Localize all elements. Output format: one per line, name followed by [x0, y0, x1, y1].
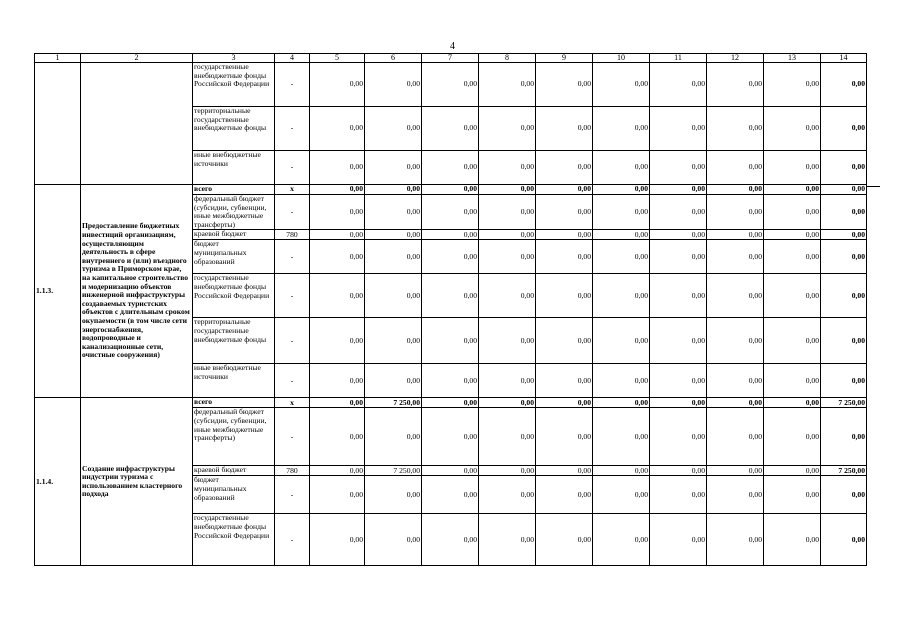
amount-cell: 0,00	[593, 318, 650, 364]
amount-cell: 0,00	[764, 151, 821, 185]
amount-cell: 0,00	[650, 107, 707, 151]
column-header: 14	[821, 54, 867, 63]
column-header: 5	[310, 54, 365, 63]
amount-cell: 0,00	[365, 195, 422, 230]
amount-cell: 0,00	[422, 185, 479, 195]
amount-cell: 0,00	[365, 240, 422, 274]
amount-cell: 0,00	[365, 364, 422, 398]
amount-cell: 0,00	[422, 398, 479, 408]
column-header: 12	[707, 54, 764, 63]
amount-cell: 7 250,00	[365, 398, 422, 408]
amount-cell: 0,00	[707, 240, 764, 274]
budget-code: x	[275, 185, 310, 195]
amount-cell: 7 250,00	[821, 466, 867, 476]
amount-cell: 0,00	[536, 514, 593, 566]
amount-cell: 0,00	[310, 476, 365, 514]
amount-cell: 0,00	[310, 398, 365, 408]
amount-cell: 0,00	[821, 476, 867, 514]
column-header: 4	[275, 54, 310, 63]
amount-cell: 0,00	[650, 398, 707, 408]
amount-cell: 0,00	[479, 408, 536, 466]
amount-cell: 0,00	[422, 195, 479, 230]
amount-cell: 0,00	[821, 318, 867, 364]
amount-cell: 0,00	[650, 185, 707, 195]
budget-code: -	[275, 408, 310, 466]
amount-cell: 0,00	[764, 476, 821, 514]
amount-cell: 0,00	[707, 185, 764, 195]
amount-cell: 0,00	[821, 240, 867, 274]
amount-cell: 0,00	[422, 230, 479, 240]
column-header: 1	[35, 54, 81, 63]
amount-cell: 0,00	[821, 107, 867, 151]
item-number	[35, 63, 81, 185]
amount-cell: 0,00	[593, 274, 650, 318]
amount-cell: 0,00	[479, 476, 536, 514]
amount-cell: 0,00	[650, 318, 707, 364]
column-header: 11	[650, 54, 707, 63]
column-header: 2	[81, 54, 193, 63]
item-number: 1.1.4.	[35, 398, 81, 566]
amount-cell: 0,00	[821, 230, 867, 240]
funding-source: бюджет муниципальных образований	[193, 240, 275, 274]
amount-cell: 0,00	[650, 230, 707, 240]
amount-cell: 0,00	[536, 466, 593, 476]
amount-cell: 0,00	[707, 364, 764, 398]
amount-cell: 0,00	[593, 230, 650, 240]
amount-cell: 0,00	[650, 408, 707, 466]
amount-cell: 0,00	[707, 63, 764, 107]
amount-cell: 0,00	[650, 274, 707, 318]
amount-cell: 0,00	[479, 185, 536, 195]
amount-cell: 0,00	[479, 107, 536, 151]
amount-cell: 0,00	[764, 466, 821, 476]
amount-cell: 0,00	[310, 107, 365, 151]
amount-cell: 0,00	[593, 185, 650, 195]
budget-code: -	[275, 274, 310, 318]
amount-cell: 0,00	[536, 63, 593, 107]
funding-source: иные внебюджетные источники	[193, 364, 275, 398]
amount-cell: 0,00	[650, 151, 707, 185]
budget-code: 780	[275, 230, 310, 240]
amount-cell: 0,00	[764, 63, 821, 107]
amount-cell: 0,00	[479, 318, 536, 364]
amount-cell: 0,00	[422, 318, 479, 364]
amount-cell: 0,00	[821, 364, 867, 398]
amount-cell: 0,00	[764, 195, 821, 230]
budget-code: -	[275, 514, 310, 566]
amount-cell: 0,00	[593, 151, 650, 185]
amount-cell: 0,00	[479, 466, 536, 476]
amount-cell: 0,00	[821, 151, 867, 185]
amount-cell: 0,00	[479, 63, 536, 107]
amount-cell: 0,00	[536, 230, 593, 240]
amount-cell: 0,00	[536, 151, 593, 185]
table-row	[35, 185, 867, 195]
amount-cell: 0,00	[707, 151, 764, 185]
item-name: Предоставление бюджетных инвестиций организациям, осуществляющим деятельность в сфере внутреннего и (или) въездного туризма в Приморском крае, на капитальное строительство и модернизацию объектов инженерной инфраструктуры создаваемых туристских объектов с длительным сроком окупаемости (в том числе сети энергоснабжения, водопроводные и канализационные сети, очистные сооружения)	[81, 185, 193, 398]
amount-cell: 0,00	[707, 195, 764, 230]
budget-code: -	[275, 107, 310, 151]
funding-source: бюджет муниципальных образований	[193, 476, 275, 514]
amount-cell: 0,00	[821, 274, 867, 318]
amount-cell: 0,00	[593, 466, 650, 476]
amount-cell: 0,00	[764, 408, 821, 466]
amount-cell: 0,00	[536, 408, 593, 466]
amount-cell: 0,00	[310, 318, 365, 364]
amount-cell: 0,00	[479, 274, 536, 318]
amount-cell: 0,00	[821, 63, 867, 107]
amount-cell: 0,00	[422, 476, 479, 514]
amount-cell: 0,00	[365, 230, 422, 240]
amount-cell: 0,00	[764, 274, 821, 318]
amount-cell: 0,00	[764, 240, 821, 274]
amount-cell: 0,00	[593, 107, 650, 151]
budget-code: -	[275, 318, 310, 364]
amount-cell: 0,00	[650, 240, 707, 274]
funding-source: федеральный бюджет (субсидии, субвенции, иные межбюджетные трансферты)	[193, 408, 275, 466]
amount-cell: 0,00	[650, 195, 707, 230]
amount-cell: 0,00	[310, 63, 365, 107]
amount-cell: 0,00	[593, 408, 650, 466]
funding-source: государственные внебюджетные фонды Российской Федерации	[193, 63, 275, 107]
table-body	[35, 54, 867, 566]
amount-cell: 0,00	[707, 466, 764, 476]
amount-cell: 0,00	[422, 466, 479, 476]
amount-cell: 0,00	[310, 274, 365, 318]
amount-cell: 0,00	[764, 185, 821, 195]
amount-cell: 0,00	[650, 476, 707, 514]
amount-cell: 0,00	[764, 398, 821, 408]
amount-cell: 0,00	[536, 195, 593, 230]
amount-cell: 0,00	[422, 408, 479, 466]
amount-cell: 0,00	[650, 364, 707, 398]
funding-source: краевой бюджет	[193, 466, 275, 476]
amount-cell: 0,00	[536, 398, 593, 408]
amount-cell: 0,00	[707, 514, 764, 566]
amount-cell: 7 250,00	[821, 398, 867, 408]
amount-cell: 0,00	[536, 364, 593, 398]
item-name: Создание инфраструктуры индустрии туризма с использованием кластерного подхода	[81, 398, 193, 566]
amount-cell: 0,00	[365, 185, 422, 195]
column-header: 3	[193, 54, 275, 63]
item-number: 1.1.3.	[35, 185, 81, 398]
amount-cell: 0,00	[422, 151, 479, 185]
amount-cell: 0,00	[479, 364, 536, 398]
amount-cell: 0,00	[593, 63, 650, 107]
funding-source: государственные внебюджетные фонды Российской Федерации	[193, 514, 275, 566]
amount-cell: 0,00	[310, 185, 365, 195]
amount-cell: 0,00	[821, 514, 867, 566]
column-header: 7	[422, 54, 479, 63]
budget-code: -	[275, 195, 310, 230]
funding-source: краевой бюджет	[193, 230, 275, 240]
budget-code: -	[275, 240, 310, 274]
amount-cell: 0,00	[707, 274, 764, 318]
item-name	[81, 63, 193, 185]
page-number: 4	[450, 41, 455, 52]
budget-code: -	[275, 476, 310, 514]
amount-cell: 0,00	[365, 318, 422, 364]
amount-cell: 0,00	[650, 63, 707, 107]
amount-cell: 0,00	[650, 514, 707, 566]
amount-cell: 0,00	[310, 408, 365, 466]
amount-cell: 0,00	[310, 151, 365, 185]
amount-cell: 0,00	[422, 107, 479, 151]
budget-code: 780	[275, 466, 310, 476]
amount-cell: 0,00	[422, 364, 479, 398]
amount-cell: 0,00	[536, 318, 593, 364]
amount-cell: 0,00	[310, 466, 365, 476]
amount-cell: 0,00	[821, 408, 867, 466]
amount-cell: 0,00	[764, 230, 821, 240]
column-header: 9	[536, 54, 593, 63]
amount-cell: 0,00	[365, 63, 422, 107]
amount-cell: 0,00	[536, 240, 593, 274]
amount-cell: 0,00	[479, 230, 536, 240]
amount-cell: 0,00	[310, 364, 365, 398]
amount-cell: 0,00	[707, 408, 764, 466]
amount-cell: 0,00	[422, 274, 479, 318]
column-header: 10	[593, 54, 650, 63]
budget-code: -	[275, 63, 310, 107]
amount-cell: 0,00	[536, 185, 593, 195]
amount-cell: 0,00	[365, 274, 422, 318]
budget-table	[34, 53, 867, 566]
amount-cell: 0,00	[310, 514, 365, 566]
funding-source: государственные внебюджетные фонды Российской Федерации	[193, 274, 275, 318]
amount-cell: 0,00	[593, 364, 650, 398]
amount-cell: 0,00	[707, 107, 764, 151]
amount-cell: 0,00	[821, 185, 867, 195]
table-row	[35, 63, 867, 107]
amount-cell: 0,00	[365, 514, 422, 566]
funding-source: территориальные государственные внебюджетные фонды	[193, 318, 275, 364]
amount-cell: 0,00	[310, 230, 365, 240]
amount-cell: 0,00	[593, 195, 650, 230]
amount-cell: 0,00	[365, 107, 422, 151]
column-header: 8	[479, 54, 536, 63]
amount-cell: 7 250,00	[365, 466, 422, 476]
amount-cell: 0,00	[650, 466, 707, 476]
amount-cell: 0,00	[764, 514, 821, 566]
column-header: 6	[365, 54, 422, 63]
amount-cell: 0,00	[422, 514, 479, 566]
amount-cell: 0,00	[422, 63, 479, 107]
amount-cell: 0,00	[821, 195, 867, 230]
amount-cell: 0,00	[422, 240, 479, 274]
amount-cell: 0,00	[479, 398, 536, 408]
budget-code: -	[275, 364, 310, 398]
funding-source: всего	[193, 398, 275, 408]
funding-source: федеральный бюджет (субсидии, субвенции, иные межбюджетные трансферты)	[193, 195, 275, 230]
funding-source: иные внебюджетные источники	[193, 151, 275, 185]
amount-cell: 0,00	[479, 240, 536, 274]
amount-cell: 0,00	[764, 364, 821, 398]
amount-cell: 0,00	[365, 476, 422, 514]
amount-cell: 0,00	[707, 318, 764, 364]
amount-cell: 0,00	[536, 107, 593, 151]
amount-cell: 0,00	[365, 151, 422, 185]
amount-cell: 0,00	[536, 274, 593, 318]
amount-cell: 0,00	[593, 240, 650, 274]
amount-cell: 0,00	[764, 107, 821, 151]
amount-cell: 0,00	[479, 195, 536, 230]
column-header: 13	[764, 54, 821, 63]
scan-artifact-line	[866, 186, 880, 187]
amount-cell: 0,00	[707, 230, 764, 240]
amount-cell: 0,00	[593, 514, 650, 566]
budget-code: x	[275, 398, 310, 408]
funding-source: всего	[193, 185, 275, 195]
amount-cell: 0,00	[536, 476, 593, 514]
amount-cell: 0,00	[593, 476, 650, 514]
amount-cell: 0,00	[479, 514, 536, 566]
table-row	[35, 398, 867, 408]
funding-source: территориальные государственные внебюджетные фонды	[193, 107, 275, 151]
amount-cell: 0,00	[479, 151, 536, 185]
amount-cell: 0,00	[593, 398, 650, 408]
amount-cell: 0,00	[764, 318, 821, 364]
budget-code: -	[275, 151, 310, 185]
amount-cell: 0,00	[310, 240, 365, 274]
amount-cell: 0,00	[707, 476, 764, 514]
amount-cell: 0,00	[707, 398, 764, 408]
header-row	[35, 54, 867, 63]
amount-cell: 0,00	[310, 195, 365, 230]
amount-cell: 0,00	[365, 408, 422, 466]
